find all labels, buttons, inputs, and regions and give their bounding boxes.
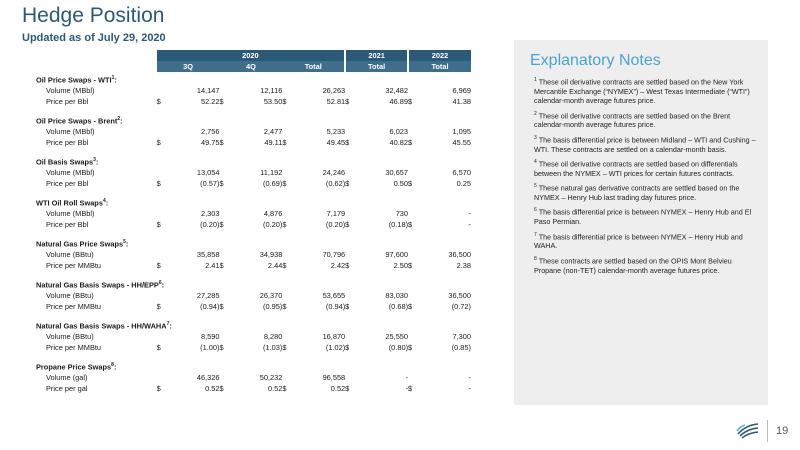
table-cell: (0.80): [388, 343, 409, 352]
note-item: [534, 110, 760, 130]
table-row: [36, 331, 471, 342]
currency-symbol: $: [345, 261, 350, 270]
table-row: [36, 249, 471, 260]
table-cell: (1.02): [325, 343, 346, 352]
currency-symbol: [408, 372, 422, 383]
hedge-table: [36, 50, 471, 394]
note-item: [534, 231, 760, 251]
currency-symbol: [345, 208, 359, 219]
currency-symbol: $: [408, 261, 413, 270]
footnote-ref: 8: [111, 361, 114, 368]
table-cell: 32,482: [385, 86, 409, 95]
table-cell: 25,550: [385, 332, 409, 341]
currency-symbol: $: [156, 384, 161, 393]
currency-symbol: $: [156, 179, 161, 188]
currency-symbol: $: [219, 384, 224, 393]
table-cell: 14,147: [196, 86, 220, 95]
table-cell: (0.62): [325, 179, 346, 188]
col-3q: 3Q: [157, 61, 220, 72]
note-text: These oil derivative contracts are settled based on the Brent calendar-month average futures price.: [534, 111, 731, 130]
footnote-ref: 3: [93, 156, 96, 163]
table-cell: 730: [395, 209, 409, 218]
table-cell: 53,655: [322, 291, 346, 300]
currency-symbol: [345, 85, 359, 96]
year-2022: 2022: [408, 50, 471, 61]
footnote-ref: 1: [111, 74, 115, 81]
col-total-2020: Total: [282, 61, 345, 72]
footnote-ref: 4: [102, 197, 106, 204]
currency-symbol: $: [345, 384, 350, 393]
table-cell: 0.52: [330, 384, 346, 393]
note-text: The basis differential price is between Midland – WTI and Cushing – WTI. These contracts are settled on a calendar-month basis.: [534, 135, 756, 154]
currency-symbol: $: [219, 343, 224, 352]
currency-symbol: [345, 372, 359, 383]
section-title: Natural Gas Basis Swaps - HH/EPP$^6$:: [36, 279, 165, 290]
table-cell: 2,756: [200, 127, 220, 136]
currency-symbol: [282, 331, 296, 342]
note-item: [534, 255, 760, 275]
table-cell: 96,558: [322, 373, 346, 382]
year-header-row: [36, 50, 471, 61]
table-row: [36, 342, 471, 353]
table-cell: 7,179: [326, 209, 346, 218]
note-number: 5: [534, 183, 537, 190]
col-total-2021: Total: [345, 61, 408, 72]
table-cell: 49.45: [326, 138, 346, 147]
currency-symbol: $: [345, 97, 350, 106]
currency-symbol: $: [156, 302, 161, 311]
year-2021: 2021: [345, 50, 408, 61]
table-cell: 0.50: [393, 179, 409, 188]
note-text: These oil derivative contracts are settled based on the New York Mercantile Exchange (“NYMEX”) – West Texas Intermediate (“WTI”) calendar-month average futures price.: [534, 77, 750, 106]
note-number: 6: [534, 207, 537, 214]
note-text: These natural gas derivative contracts are settled based on the NYMEX – Henry Hub last trading day futures price.: [534, 183, 740, 203]
table-cell: -: [468, 373, 471, 382]
currency-symbol: [408, 126, 422, 137]
table-cell: (0.18): [388, 220, 409, 229]
section-name: Natural Gas Basis Swaps - HH/WAHA: [36, 321, 167, 331]
table-cell: 46.89: [389, 97, 409, 106]
table-cell: 2.42: [330, 261, 346, 270]
table-cell: (0.68): [388, 302, 409, 311]
section-name: Oil Price Swaps - Brent: [36, 116, 118, 126]
note-number: 7: [534, 231, 537, 238]
currency-symbol: $: [408, 343, 413, 352]
currency-symbol: $: [156, 343, 161, 352]
table-row: [36, 260, 471, 271]
table-cell: 53.50: [263, 97, 283, 106]
row-label: Volume (gal): [46, 373, 88, 382]
row-label: Volume (MBbl): [46, 127, 95, 136]
table-row: [36, 219, 471, 230]
section-title: Oil Price Swaps - Brent$^2$:: [36, 115, 123, 126]
table-cell: 41.38: [452, 97, 471, 106]
table-cell: 83,030: [385, 291, 409, 300]
section-name: Oil Basis Swaps: [36, 157, 94, 167]
table-cell: 27,285: [196, 291, 220, 300]
row-label: Price per gal: [46, 384, 88, 393]
table-cell: -: [468, 220, 471, 229]
row-label: Price per Bbl: [46, 138, 89, 147]
note-number: 4: [534, 159, 537, 166]
table-cell: 11,192: [260, 168, 283, 177]
table-cell: 45.55: [452, 138, 471, 147]
row-label: Volume (BBtu): [46, 250, 94, 259]
currency-symbol: [345, 249, 359, 260]
row-label: Price per MMBtu: [46, 261, 102, 270]
note-text: These oil derivative contracts are settled based on differentials between the NYMEX – WTI prices for certain futures contracts.: [534, 159, 738, 178]
note-text: The basis differential price is between NYMEX – Henry Hub and El Paso Permian.: [534, 207, 752, 227]
note-number: 3: [534, 134, 537, 141]
currency-symbol: [219, 372, 233, 383]
table-cell: 26,370: [259, 291, 283, 300]
row-label: Price per Bbl: [46, 220, 89, 229]
table-cell: 0.52: [267, 384, 283, 393]
table-cell: 0.25: [456, 179, 471, 188]
currency-symbol: [157, 208, 171, 219]
table-row: [36, 208, 471, 219]
table-cell: (0.20): [325, 220, 346, 229]
table-cell: 97,600: [385, 250, 409, 259]
currency-symbol: [157, 249, 171, 260]
table-row: [36, 137, 471, 148]
footer-divider: [767, 420, 768, 442]
currency-symbol: [157, 290, 171, 301]
currency-symbol: [345, 167, 359, 178]
currency-symbol: $: [282, 384, 287, 393]
currency-symbol: $: [156, 261, 161, 270]
footnote-ref: 7: [166, 320, 170, 327]
currency-symbol: [408, 290, 422, 301]
row-label: Price per MMBtu: [46, 302, 102, 311]
currency-symbol: [219, 85, 233, 96]
table-cell: 8,590: [200, 332, 220, 341]
currency-symbol: [282, 167, 296, 178]
currency-symbol: [219, 167, 233, 178]
table-cell: 2.50: [393, 261, 409, 270]
table-cell: 5,233: [326, 127, 346, 136]
table-cell: -: [405, 373, 409, 382]
table-cell: 2,477: [263, 127, 283, 136]
currency-symbol: [219, 290, 233, 301]
table-cell: 40.82: [389, 138, 409, 147]
table-cell: 30,657: [385, 168, 409, 177]
table-cell: 16,870: [322, 332, 346, 341]
currency-symbol: [219, 126, 233, 137]
table-row: [36, 167, 471, 178]
section-title: Natural Gas Price Swaps$^5$:: [36, 238, 129, 249]
table-cell: 36,500: [448, 291, 471, 300]
currency-symbol: $: [219, 302, 224, 311]
section-name: Propane Price Swaps: [36, 362, 112, 372]
section-title: Oil Price Swaps - WTI$^1$:: [36, 74, 117, 85]
col-4q: 4Q: [219, 61, 282, 72]
currency-symbol: [219, 331, 233, 342]
page-subtitle: Updated as of July 29, 2020: [22, 32, 166, 44]
note-item: [534, 158, 760, 178]
currency-symbol: [345, 331, 359, 342]
table-cell: (0.95): [263, 302, 283, 311]
currency-symbol: $: [282, 220, 287, 229]
section-title: Natural Gas Basis Swaps - HH/WAHA$^7$:: [36, 320, 172, 331]
note-number: 8: [534, 255, 537, 262]
currency-symbol: [157, 331, 171, 342]
table-cell: 70,796: [322, 250, 346, 259]
currency-symbol: $: [282, 97, 287, 106]
row-label: Price per MMBtu: [46, 343, 102, 352]
currency-symbol: [408, 167, 422, 178]
note-item: [534, 134, 760, 154]
currency-symbol: [219, 249, 233, 260]
currency-symbol: $: [408, 138, 413, 147]
explanatory-notes-panel: [514, 40, 768, 405]
table-row: [36, 85, 471, 96]
table-cell: 13,054: [196, 168, 220, 177]
currency-symbol: $: [282, 302, 287, 311]
section-name: Oil Price Swaps - WTI: [36, 75, 112, 85]
footnote-ref: 6: [158, 279, 162, 286]
table-cell: -: [468, 209, 471, 218]
table-cell: 34,938: [259, 250, 283, 259]
note-number: 2: [534, 110, 537, 117]
currency-symbol: $: [219, 179, 224, 188]
notes-list: [534, 76, 760, 279]
note-number: 1: [534, 77, 537, 83]
table-row: [36, 126, 471, 137]
table-cell: 52.22: [200, 97, 220, 106]
currency-symbol: [282, 85, 296, 96]
currency-symbol: [408, 249, 422, 260]
currency-symbol: [157, 167, 171, 178]
table-cell: (0.69): [263, 179, 283, 188]
table-cell: 2.38: [456, 261, 471, 270]
company-logo-icon: [736, 421, 760, 439]
notes-title: Explanatory Notes: [530, 52, 661, 69]
page-number: 19: [776, 425, 789, 437]
currency-symbol: [157, 126, 171, 137]
currency-symbol: $: [408, 179, 413, 188]
currency-symbol: [408, 208, 422, 219]
currency-symbol: [282, 372, 296, 383]
currency-symbol: $: [219, 97, 224, 106]
currency-symbol: [282, 126, 296, 137]
section-title: Propane Price Swaps$^8$:: [36, 361, 117, 372]
table-cell: (0.57): [200, 179, 220, 188]
table-cell: (0.20): [263, 220, 283, 229]
currency-symbol: $: [156, 220, 161, 229]
section-name: WTI Oil Roll Swaps: [36, 198, 103, 208]
table-cell: (0.20): [200, 220, 220, 229]
currency-symbol: $: [282, 179, 287, 188]
table-cell: (1.00): [200, 343, 220, 352]
note-text: These contracts are settled based on the OPIS Mont Belvieu Propane (non-TET) calendar-month average futures price.: [534, 256, 732, 275]
section-header-row: [36, 154, 471, 167]
currency-symbol: $: [282, 343, 287, 352]
note-item: [534, 76, 760, 106]
table-cell: (0.85): [451, 343, 471, 352]
table-cell: 50,232: [259, 373, 283, 382]
table-cell: 49.11: [264, 138, 283, 147]
section-header-row: [36, 277, 471, 290]
table-cell: -: [468, 384, 471, 393]
row-label: Volume (MBbl): [46, 86, 95, 95]
currency-symbol: [282, 290, 296, 301]
table-cell: 4,876: [263, 209, 283, 218]
table-cell: 12,116: [260, 86, 283, 95]
table-cell: 8,280: [263, 332, 283, 341]
table-cell: 0.52: [205, 384, 220, 393]
currency-symbol: [282, 249, 296, 260]
currency-symbol: $: [156, 138, 161, 147]
currency-symbol: $: [219, 261, 224, 270]
table-cell: 2,303: [200, 209, 220, 218]
currency-symbol: $: [345, 179, 350, 188]
currency-symbol: $: [345, 220, 350, 229]
year-2020: 2020: [157, 50, 346, 61]
table-cell: 35,858: [196, 250, 220, 259]
table-cell: 24,246: [322, 168, 346, 177]
currency-symbol: $: [408, 384, 413, 393]
table-row: [36, 383, 471, 394]
note-item: [534, 206, 760, 226]
currency-symbol: $: [345, 343, 350, 352]
table-cell: 52.81: [326, 97, 346, 106]
currency-symbol: $: [345, 138, 350, 147]
currency-symbol: $: [408, 302, 413, 311]
currency-symbol: $: [282, 138, 287, 147]
section-name: Natural Gas Price Swaps: [36, 239, 124, 249]
section-header-row: [36, 359, 471, 372]
row-label: Volume (MBbl): [46, 168, 95, 177]
table-cell: 26,263: [322, 86, 346, 95]
section-header-row: [36, 72, 471, 85]
currency-symbol: [219, 208, 233, 219]
currency-symbol: $: [345, 302, 350, 311]
section-header-row: [36, 113, 471, 126]
table-cell: 6,969: [452, 86, 471, 95]
currency-symbol: $: [408, 97, 413, 106]
table-row: [36, 96, 471, 107]
currency-symbol: [345, 126, 359, 137]
table-cell: 7,300: [452, 332, 471, 341]
currency-symbol: [282, 208, 296, 219]
table-cell: 6,023: [389, 127, 409, 136]
currency-symbol: [157, 372, 171, 383]
table-cell: (1.03): [263, 343, 283, 352]
section-header-row: [36, 318, 471, 331]
table-cell: (0.72): [451, 302, 471, 311]
note-text: The basis differential price is between NYMEX – Henry Hub and WAHA.: [534, 232, 743, 251]
table-cell: 6,570: [452, 168, 471, 177]
row-label: Volume (BBtu): [46, 332, 94, 341]
row-label: Price per Bbl: [46, 97, 89, 106]
section-header-row: [36, 236, 471, 249]
section-name: Natural Gas Basis Swaps - HH/EPP: [36, 280, 159, 290]
row-label: Volume (MBbl): [46, 209, 95, 218]
table-row: [36, 301, 471, 312]
currency-symbol: [157, 85, 171, 96]
table-row: [36, 372, 471, 383]
currency-symbol: [408, 331, 422, 342]
currency-symbol: [345, 290, 359, 301]
table-cell: -: [405, 384, 409, 393]
page-title: Hedge Position: [22, 4, 165, 27]
section-header-row: [36, 195, 471, 208]
table-cell: (0.94): [325, 302, 346, 311]
note-item: [534, 182, 760, 202]
table-cell: 2.44: [267, 261, 283, 270]
currency-symbol: $: [156, 97, 161, 106]
currency-symbol: [408, 85, 422, 96]
currency-symbol: $: [219, 220, 224, 229]
table-cell: (0.94): [200, 302, 220, 311]
table-cell: 36,500: [448, 250, 471, 259]
table-cell: 49.75: [200, 138, 220, 147]
currency-symbol: $: [219, 138, 224, 147]
col-total-2022: Total: [408, 61, 471, 72]
table-cell: 1,095: [452, 127, 471, 136]
column-header-row: [36, 61, 471, 72]
row-label: Volume (BBtu): [46, 291, 94, 300]
table-cell: 46,326: [196, 373, 220, 382]
section-title: WTI Oil Roll Swaps$^4$:: [36, 197, 109, 208]
table-cell: 2.41: [205, 261, 220, 270]
table-row: [36, 178, 471, 189]
footnote-ref: 5: [123, 238, 126, 245]
currency-symbol: $: [408, 220, 413, 229]
row-label: Price per Bbl: [46, 179, 89, 188]
footnote-ref: 2: [117, 115, 121, 122]
table-row: [36, 290, 471, 301]
currency-symbol: $: [282, 261, 287, 270]
section-title: Oil Basis Swaps$^3$:: [36, 156, 99, 167]
